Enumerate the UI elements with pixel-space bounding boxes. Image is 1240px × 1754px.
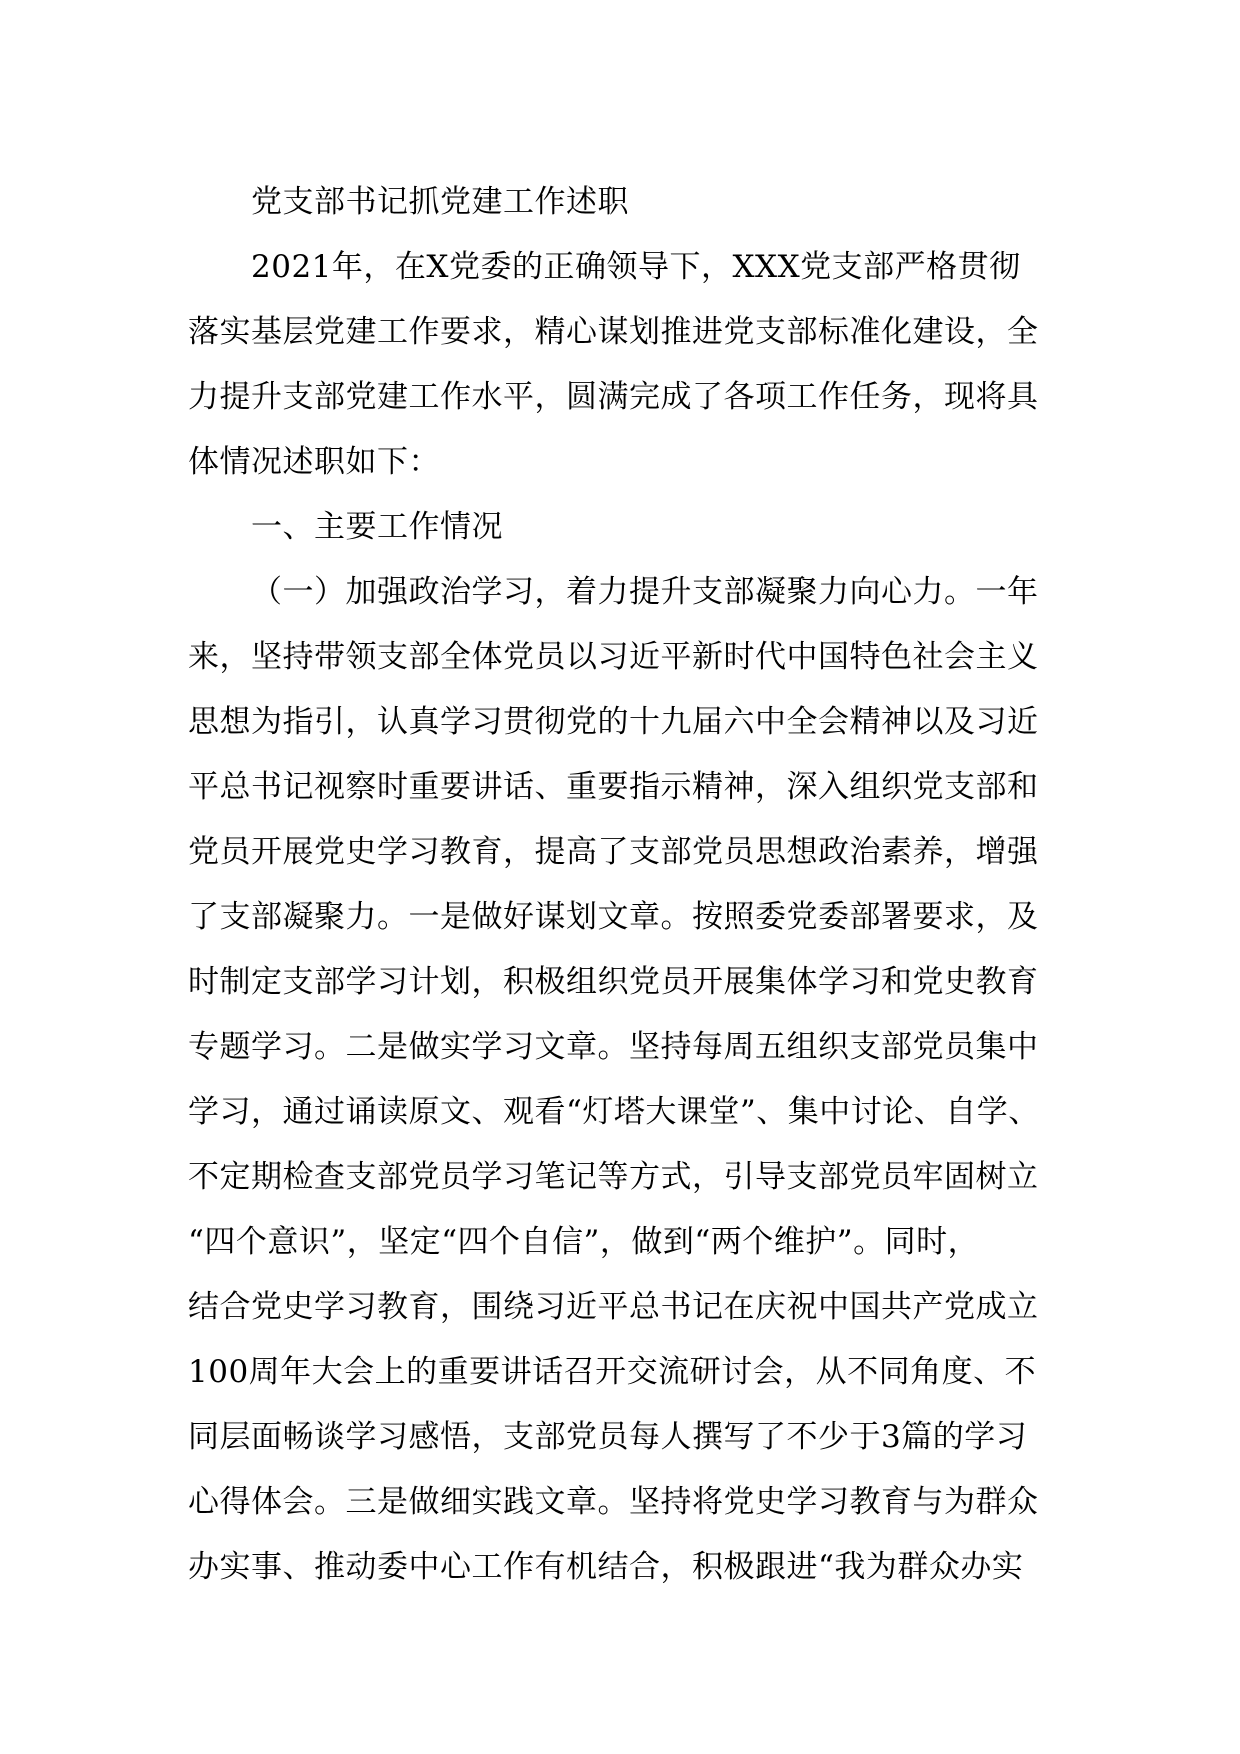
paragraph-line: 力提升支部党建工作水平，圆满完成了各项工作任务，现将具 — [188, 379, 1039, 415]
paragraph-line: 来，坚持带领支部全体党员以习近平新时代中国特色社会主义 — [188, 639, 1039, 675]
section-heading: 一、主要工作情况 — [251, 509, 503, 545]
paragraph-line: 落实基层党建工作要求，精心谋划推进党支部标准化建设，全 — [188, 314, 1039, 350]
paragraph-line: 思想为指引，认真学习贯彻党的十九届六中全会精神以及习近 — [188, 704, 1039, 740]
paragraph-line: 心得体会。三是做细实践文章。坚持将党史学习教育与为群众 — [188, 1484, 1039, 1520]
paragraph-line: 平总书记视察时重要讲话、重要指示精神，深入组织党支部和 — [188, 769, 1039, 805]
document-body — [188, 170, 1068, 1600]
paragraph-line: 不定期检查支部党员学习笔记等方式，引导支部党员牢固树立 — [188, 1159, 1039, 1195]
paragraph-line: （一）加强政治学习，着力提升支部凝聚力向心力。一年 — [251, 574, 1039, 610]
paragraph-line: 2021年，在X党委的正确领导下，XXX党支部严格贯彻 — [251, 249, 1021, 285]
document-title: 党支部书记抓党建工作述职 — [251, 184, 629, 220]
paragraph-line: 办实事、推动委中心工作有机结合，积极跟进“我为群众办实 — [188, 1549, 1024, 1585]
paragraph-line: 体情况述职如下： — [188, 444, 440, 480]
paragraph-line: 时制定支部学习计划，积极组织党员开展集体学习和党史教育 — [188, 964, 1039, 1000]
paragraph-line: 100周年大会上的重要讲话召开交流研讨会，从不同角度、不 — [188, 1354, 1037, 1390]
paragraph-line: 专题学习。二是做实学习文章。坚持每周五组织支部党员集中 — [188, 1029, 1039, 1065]
paragraph-line: “四个意识”，坚定“四个自信”，做到“两个维护”。同时， — [188, 1224, 980, 1260]
paragraph-line: 结合党史学习教育，围绕习近平总书记在庆祝中国共产党成立 — [188, 1289, 1039, 1325]
paragraph-line: 同层面畅谈学习感悟，支部党员每人撰写了不少于3篇的学习 — [188, 1419, 1028, 1455]
paragraph-line: 了支部凝聚力。一是做好谋划文章。按照委党委部署要求，及 — [188, 899, 1039, 935]
paragraph-line: 学习，通过诵读原文、观看“灯塔大课堂”、集中讨论、自学、 — [188, 1094, 1040, 1130]
paragraph-line: 党员开展党史学习教育，提高了支部党员思想政治素养，增强 — [188, 834, 1039, 870]
